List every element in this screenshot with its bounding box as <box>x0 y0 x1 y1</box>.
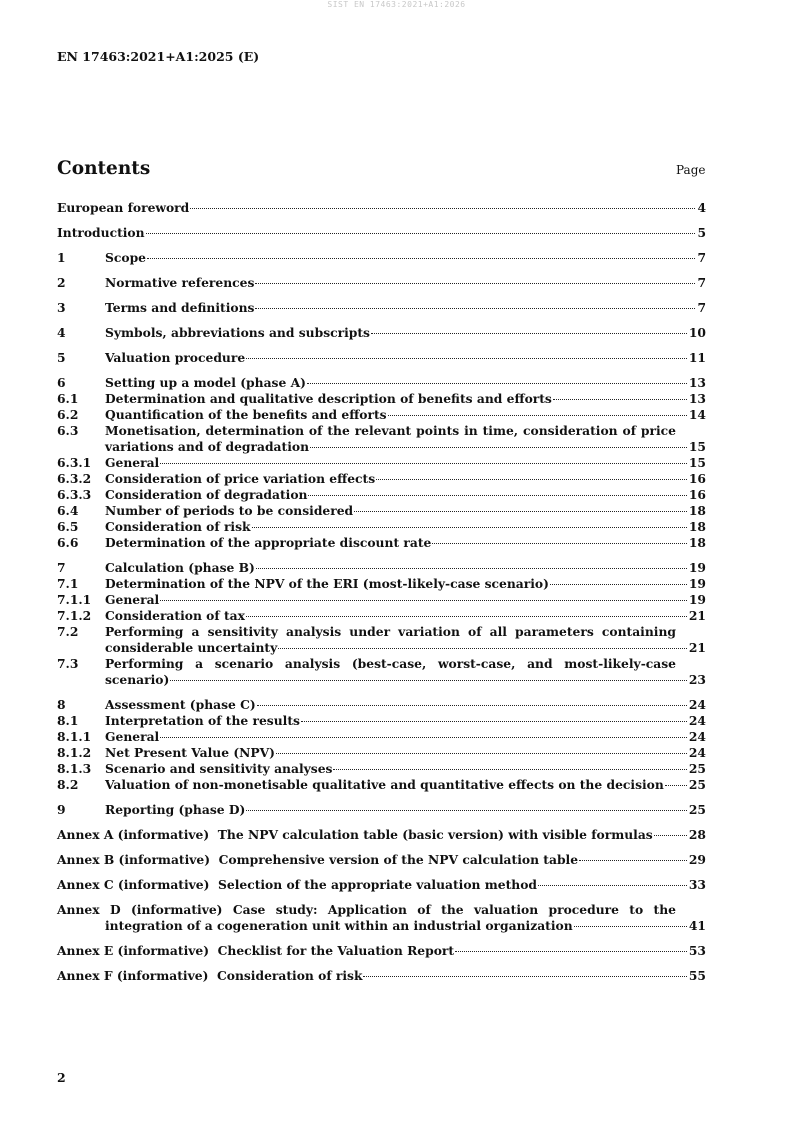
dot-leader <box>278 648 687 649</box>
toc-entry-number: 9 <box>57 802 66 817</box>
toc-entry[interactable] <box>57 535 706 551</box>
toc-entry-page: 53 <box>688 943 706 958</box>
dot-leader <box>574 926 687 927</box>
table-of-contents <box>57 200 706 984</box>
toc-entry-page: 28 <box>688 827 706 842</box>
toc-entry[interactable] <box>57 576 706 592</box>
toc-entry[interactable] <box>57 225 706 241</box>
toc-entry[interactable] <box>57 471 706 487</box>
toc-entry-title: Consideration of tax <box>105 608 245 623</box>
toc-entry[interactable] <box>57 503 706 519</box>
toc-entry-page: 19 <box>688 560 706 575</box>
contents-title: Contents <box>57 158 151 179</box>
dot-leader <box>256 568 687 569</box>
toc-entry-number: 3 <box>57 300 66 315</box>
toc-entry-page: 13 <box>688 391 706 406</box>
toc-entry-page: 18 <box>688 519 706 534</box>
toc-entry-title: Calculation (phase B) <box>105 560 255 575</box>
toc-entry-title: Normative references <box>105 275 255 290</box>
dot-leader <box>371 333 687 334</box>
toc-entry[interactable] <box>57 624 706 656</box>
toc-entry-title: Consideration of degradation <box>105 487 308 502</box>
toc-entry-title: Introduction <box>57 225 145 240</box>
toc-entry-page: 19 <box>688 576 706 591</box>
toc-entry[interactable] <box>57 592 706 608</box>
toc-entry-title: scenario) <box>105 672 170 687</box>
toc-entry-number: 6.1 <box>57 391 79 406</box>
toc-entry[interactable] <box>57 902 706 934</box>
toc-entry-number: 7.1.2 <box>57 608 92 623</box>
toc-entry-title-line: Performing a sensitivity analysis under variation of all parameters containing <box>105 624 676 639</box>
dot-leader <box>257 705 687 706</box>
toc-entry-number: 8 <box>57 697 66 712</box>
toc-entry-title: Net Present Value (NPV) <box>105 745 275 760</box>
toc-entry[interactable] <box>57 968 706 984</box>
toc-entry-page: 13 <box>688 375 706 390</box>
toc-entry[interactable] <box>57 656 706 688</box>
toc-entry-title: Valuation of non-monetisable qualitative and quantitative effects on the decision <box>105 777 664 792</box>
toc-entry-page: 16 <box>688 471 706 486</box>
dot-leader <box>160 737 687 738</box>
toc-entry-page: 24 <box>688 697 706 712</box>
toc-entry[interactable] <box>57 275 706 291</box>
toc-entry-title: European foreword <box>57 200 190 215</box>
toc-entry-page: 23 <box>688 672 706 687</box>
toc-entry-number: 7.1.1 <box>57 592 92 607</box>
toc-entry-page: 11 <box>688 350 706 365</box>
toc-entry[interactable] <box>57 375 706 391</box>
dot-leader <box>276 753 687 754</box>
dot-leader <box>190 208 695 209</box>
toc-entry-number: 4 <box>57 325 66 340</box>
toc-entry-page: 33 <box>688 877 706 892</box>
toc-entry-number: 6.4 <box>57 503 79 518</box>
dot-leader <box>307 383 687 384</box>
toc-entry[interactable] <box>57 407 706 423</box>
toc-entry-title: Determination and qualitative description of benefits and efforts <box>105 391 552 406</box>
dot-leader <box>354 511 687 512</box>
toc-entry-page: 14 <box>688 407 706 422</box>
dot-leader <box>455 951 687 952</box>
toc-entry-title: Annex F (informative) Consideration of risk <box>57 968 363 983</box>
toc-entry-page: 24 <box>688 745 706 760</box>
toc-entry-title: General <box>105 729 160 744</box>
dot-leader <box>363 976 686 977</box>
dot-leader <box>665 785 687 786</box>
toc-entry-title: Scenario and sensitivity analyses <box>105 761 333 776</box>
toc-entry[interactable] <box>57 745 706 761</box>
toc-entry-page: 15 <box>688 439 706 454</box>
toc-entry-title-line: Annex D (informative) Case study: Application of the valuation procedure to the <box>57 902 676 917</box>
toc-entry-number: 2 <box>57 275 66 290</box>
toc-entry[interactable] <box>57 487 706 503</box>
toc-entry-page: 7 <box>697 300 706 315</box>
toc-entry-title: Consideration of price variation effects <box>105 471 376 486</box>
toc-entry[interactable] <box>57 827 706 843</box>
toc-entry-page: 7 <box>697 250 706 265</box>
toc-entry-title: Reporting (phase D) <box>105 802 246 817</box>
dot-leader <box>388 415 687 416</box>
dot-leader <box>579 860 687 861</box>
toc-entry-number: 6.3 <box>57 423 79 438</box>
toc-entry-title: Quantification of the benefits and efforts <box>105 407 387 422</box>
toc-entry-number: 8.1 <box>57 713 79 728</box>
toc-entry-number: 6.3.3 <box>57 487 92 502</box>
toc-entry-title: Determination of the NPV of the ERI (most-likely-case scenario) <box>105 576 549 591</box>
page-column-label: Page <box>676 163 706 177</box>
dot-leader <box>553 399 687 400</box>
dot-leader <box>255 308 695 309</box>
toc-entry-page: 21 <box>688 640 706 655</box>
toc-entry-title: General <box>105 455 160 470</box>
toc-entry[interactable] <box>57 713 706 729</box>
toc-entry[interactable] <box>57 943 706 959</box>
toc-entry[interactable] <box>57 250 706 266</box>
toc-entry[interactable] <box>57 802 706 818</box>
toc-entry-title: Annex B (informative) Comprehensive version of the NPV calculation table <box>57 852 579 867</box>
toc-entry-title-line: Monetisation, determination of the relevant points in time, consideration of price <box>105 423 676 438</box>
toc-entry-title: Valuation procedure <box>105 350 246 365</box>
toc-entry-number: 8.2 <box>57 777 79 792</box>
toc-entry-page: 21 <box>688 608 706 623</box>
toc-entry[interactable] <box>57 423 706 455</box>
toc-entry-title: variations and of degradation <box>105 439 310 454</box>
dot-leader <box>160 463 687 464</box>
toc-entry-title-line: Performing a scenario analysis (best-case, worst-case, and most-likely-case <box>105 656 676 671</box>
toc-entry-title: Consideration of risk <box>105 519 251 534</box>
toc-entry-number: 7 <box>57 560 66 575</box>
toc-entry[interactable] <box>57 729 706 745</box>
toc-entry[interactable] <box>57 350 706 366</box>
toc-entry-page: 29 <box>688 852 706 867</box>
toc-entry-page: 25 <box>688 777 706 792</box>
dot-leader <box>538 885 687 886</box>
toc-entry-number: 6.3.1 <box>57 455 92 470</box>
toc-entry[interactable] <box>57 455 706 471</box>
toc-entry[interactable] <box>57 200 706 216</box>
toc-entry-page: 10 <box>688 325 706 340</box>
toc-entry[interactable] <box>57 877 706 893</box>
toc-entry-title: General <box>105 592 160 607</box>
dot-leader <box>301 721 687 722</box>
toc-entry-title: considerable uncertainty <box>105 640 278 655</box>
toc-entry-title: Terms and definitions <box>105 300 255 315</box>
toc-entry-title: Assessment (phase C) <box>105 697 256 712</box>
toc-entry-page: 24 <box>688 713 706 728</box>
toc-entry-number: 8.1.3 <box>57 761 92 776</box>
toc-entry-number: 6.6 <box>57 535 79 550</box>
toc-entry-page: 4 <box>697 200 706 215</box>
dot-leader <box>255 283 695 284</box>
toc-entry-page: 15 <box>688 455 706 470</box>
toc-entry-number: 8.1.2 <box>57 745 92 760</box>
toc-entry-title: Setting up a model (phase A) <box>105 375 306 390</box>
toc-entry-title: Annex A (informative) The NPV calculation table (basic version) with visible formulas <box>57 827 653 842</box>
toc-entry-title: Annex E (informative) Checklist for the Valuation Report <box>57 943 455 958</box>
toc-entry-number: 7.1 <box>57 576 79 591</box>
toc-entry-number: 6.5 <box>57 519 79 534</box>
toc-entry-page: 55 <box>688 968 706 983</box>
dot-leader <box>246 616 687 617</box>
dot-leader <box>333 769 686 770</box>
dot-leader <box>550 584 687 585</box>
toc-entry[interactable] <box>57 777 706 793</box>
toc-entry-page: 16 <box>688 487 706 502</box>
toc-entry[interactable] <box>57 519 706 535</box>
toc-entry-title: Determination of the appropriate discount rate <box>105 535 432 550</box>
toc-entry-title: Annex C (informative) Selection of the appropriate valuation method <box>57 877 538 892</box>
toc-entry[interactable] <box>57 697 706 713</box>
toc-entry-number: 6 <box>57 375 66 390</box>
toc-entry-page: 5 <box>697 225 706 240</box>
toc-entry[interactable] <box>57 852 706 868</box>
dot-leader <box>310 447 687 448</box>
dot-leader <box>246 358 687 359</box>
toc-entry-number: 1 <box>57 250 66 265</box>
toc-entry-title: integration of a cogeneration unit within an industrial organization <box>105 918 573 933</box>
dot-leader <box>308 495 686 496</box>
dot-leader <box>376 479 687 480</box>
toc-entry-page: 41 <box>688 918 706 933</box>
toc-entry-number: 7.2 <box>57 624 79 639</box>
toc-entry-number: 8.1.1 <box>57 729 92 744</box>
toc-entry[interactable] <box>57 300 706 316</box>
toc-entry[interactable] <box>57 325 706 341</box>
toc-entry-title: Interpretation of the results <box>105 713 300 728</box>
toc-entry-page: 25 <box>688 802 706 817</box>
toc-entry-title: Scope <box>105 250 146 265</box>
dot-leader <box>246 810 687 811</box>
toc-entry-number: 6.3.2 <box>57 471 92 486</box>
toc-entry-number: 6.2 <box>57 407 79 422</box>
page-number: 2 <box>57 1070 66 1085</box>
watermark: SIST EN 17463:2021+A1:2026 <box>327 0 466 9</box>
toc-entry-page: 19 <box>688 592 706 607</box>
toc-entry-page: 25 <box>688 761 706 776</box>
dot-leader <box>654 835 687 836</box>
dot-leader <box>252 527 687 528</box>
toc-entry[interactable] <box>57 560 706 576</box>
toc-entry-page: 24 <box>688 729 706 744</box>
dot-leader <box>147 258 695 259</box>
toc-entry-title: Number of periods to be considered <box>105 503 354 518</box>
toc-entry-page: 18 <box>688 535 706 550</box>
toc-entry[interactable] <box>57 391 706 407</box>
dot-leader <box>146 233 696 234</box>
toc-entry-number: 5 <box>57 350 66 365</box>
toc-entry-title: Symbols, abbreviations and subscripts <box>105 325 370 340</box>
document-header: EN 17463:2021+A1:2025 (E) <box>57 49 260 64</box>
toc-entry[interactable] <box>57 761 706 777</box>
dot-leader <box>160 600 687 601</box>
toc-entry[interactable] <box>57 608 706 624</box>
toc-entry-number: 7.3 <box>57 656 79 671</box>
dot-leader <box>170 680 687 681</box>
dot-leader <box>432 543 687 544</box>
toc-entry-page: 18 <box>688 503 706 518</box>
toc-entry-page: 7 <box>697 275 706 290</box>
